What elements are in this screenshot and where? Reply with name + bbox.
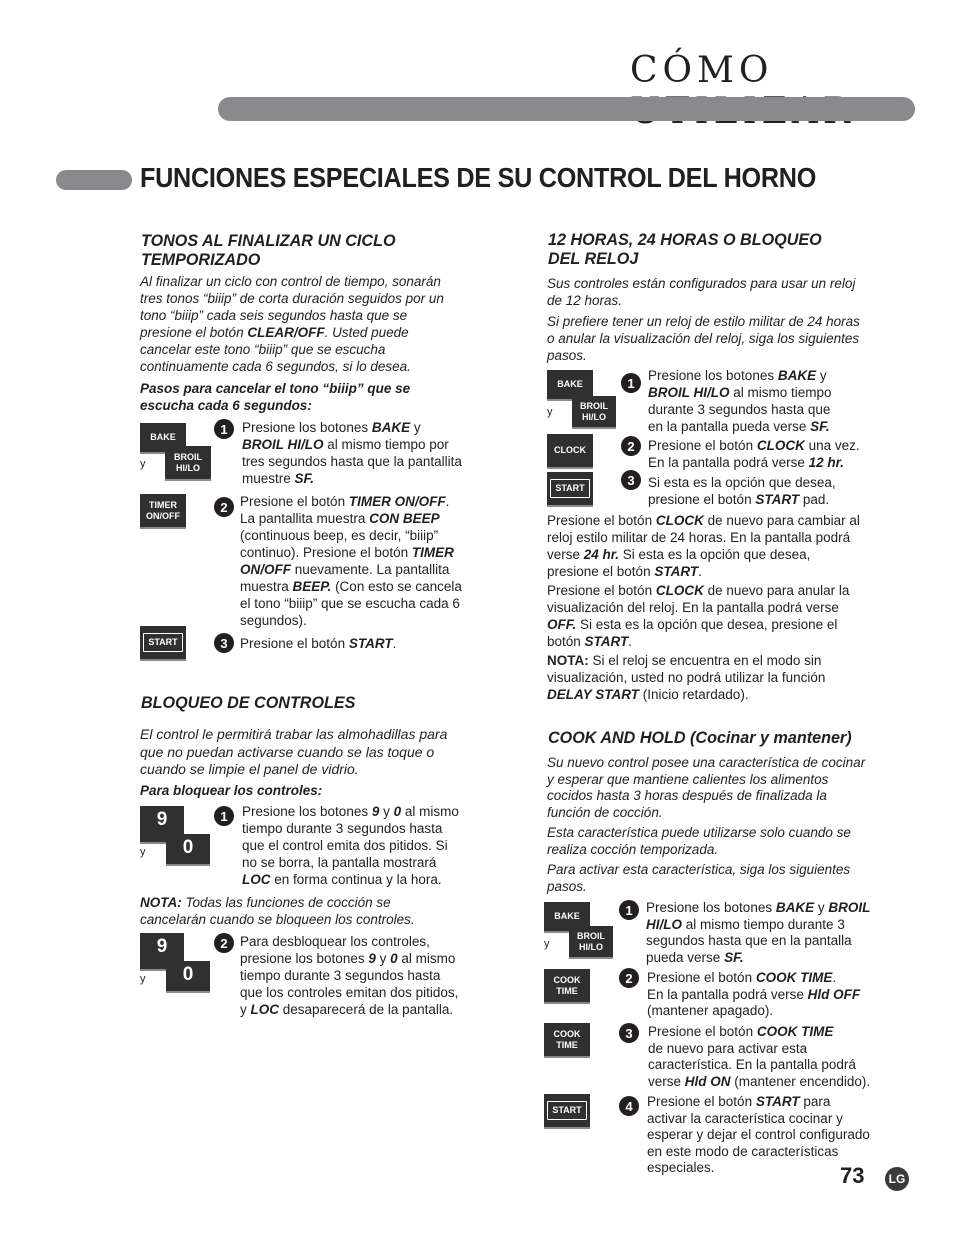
and-label: y <box>544 938 550 950</box>
step-1-badge: 1 <box>214 806 234 826</box>
tones-step-2: Presione el botón TIMER ON/OFF. La pantallita muestra CON BEEP (continuous beep, es decir, “biiip” continuo). Presione el botón TIMER ON/OFF nuevamente. La pantallita muestra BEEP. (Con esto se cancela el tono “biiip” que se escucha cada 6 segundos). <box>240 494 462 628</box>
hold-intro-3: Para activar esta característica, siga los siguientes pasos. <box>547 862 851 894</box>
hold-intro-2: Esta característica puede utilizarse solo cuando se realiza cocción temporizada. <box>547 825 851 857</box>
hold-heading: COOK AND HOLD (Cocinar y mantener) <box>548 728 852 747</box>
step-3-badge: 3 <box>619 1023 639 1043</box>
step-2-badge: 2 <box>619 968 639 988</box>
lock-intro: El control le permitirá trabar las almohadillas para que no puedan activarse cuando se las toque o cuando se limpie el panel de vidrio. <box>140 726 448 777</box>
broil-key: BROIL HI/LO <box>165 446 211 481</box>
tones-intro: Al finalizar un ciclo con control de tiempo, sonarán tres tonos “biiip” de corta duración seguidos por un tono “biiip” cada seis segundos hasta que se presione el botón CLEAR/OFF. Usted puede cancelar este tono “biiip” que se escucha continuamente cada 6 segundos, si lo desea. <box>140 274 444 374</box>
broil-key: BROIL HI/LO <box>572 396 616 429</box>
start-key: START <box>547 472 593 507</box>
nine-key: 9 <box>140 933 184 971</box>
hold-step-2: Presione el botón COOK TIME. En la pantalla podrá verse Hld OFF (mantener apagado). <box>647 970 861 1018</box>
broil-key: BROIL HI/LO <box>569 926 613 959</box>
and-label: y <box>140 458 146 470</box>
bake-key: BAKE <box>140 423 186 454</box>
lock-note: NOTA: Todas las funciones de cocción se cancelarán cuando se bloqueen los controles. <box>140 895 415 927</box>
cook-time-key: COOK TIME <box>544 1023 590 1058</box>
hold-step-3: Presione el botón COOK TIME de nuevo para activar esta característica. En la pantalla podrá verse Hld ON (mantener encendido). <box>648 1024 871 1089</box>
tones-heading: TONOS AL FINALIZAR UN CICLO TEMPORIZADO <box>141 231 396 269</box>
step-2-badge: 2 <box>621 436 641 456</box>
bake-key: BAKE <box>547 370 593 401</box>
clock-24h-paragraph: Presione el botón CLOCK de nuevo para cambiar al reloj estilo militar de 24 horas. En la pantalla podrá verse 24 hr. Si esta es la opción que desea, presione el botón START. <box>547 513 860 579</box>
clock-heading: 12 HORAS, 24 HORAS O BLOQUEO DEL RELOJ <box>548 230 822 268</box>
section-pill <box>56 170 132 190</box>
lock-step-2: Para desbloquear los controles, presione los botones 9 y 0 al mismo tiempo durante 3 segundos hasta que los controles emitan dos pitidos, y LOC desaparecerá de la pantalla. <box>240 934 459 1017</box>
step-1-badge: 1 <box>621 373 641 393</box>
timer-key: TIMER ON/OFF <box>140 494 186 529</box>
lock-heading: BLOQUEO DE CONTROLES <box>141 693 356 712</box>
lg-logo-icon: LG <box>885 1167 909 1191</box>
lock-step-1: Presione los botones 9 y 0 al mismo tiempo durante 3 segundos hasta que el control emita dos pitidos. Si no se borra, la pantalla mostrará LOC en forma continua y la hora. <box>242 804 459 887</box>
step-1-badge: 1 <box>619 900 639 920</box>
step-3-badge: 3 <box>621 470 641 490</box>
clock-key: CLOCK <box>547 434 593 469</box>
and-label: y <box>140 846 146 858</box>
tones-steps-heading: Pasos para cancelar el tono “biiip” que se escucha cada 6 segundos: <box>140 381 411 413</box>
tones-step-1: Presione los botones BAKE y BROIL HI/LO al mismo tiempo por tres segundos hasta que la pantallita muestre SF. <box>242 420 462 486</box>
header-bar <box>218 97 915 121</box>
clock-intro-1: Sus controles están configurados para usar un reloj de 12 horas. <box>547 276 856 308</box>
and-label: y <box>547 406 553 418</box>
section-title: FUNCIONES ESPECIALES DE SU CONTROL DEL HORNO <box>140 162 817 193</box>
clock-note: NOTA: Si el reloj se encuentra en el modo sin visualización, usted no podrá utilizar la función DELAY START (Inicio retardado). <box>547 653 826 702</box>
chapter-title: CÓMO <box>630 50 774 91</box>
hold-intro-1: Su nuevo control posee una característica de cocinar y esperar que mantiene calientes los alimentos cocidos hasta 3 horas después de finalizada la función de cocción. <box>547 755 866 820</box>
clock-step-2: Presione el botón CLOCK una vez. En la pantalla podrá verse 12 hr. <box>648 438 860 470</box>
clock-step-3: Si esta es la opción que desea, presione el botón START pad. <box>648 475 836 507</box>
zero-key: 0 <box>166 961 210 993</box>
step-2-badge: 2 <box>214 497 234 517</box>
lock-steps-heading: Para bloquear los controles: <box>140 783 323 798</box>
hold-step-4: Presione el botón START para activar la característica cocinar y esperar y dejar el control configurado en este modo de características especiales. <box>647 1094 870 1175</box>
cook-time-key: COOK TIME <box>544 969 590 1004</box>
step-3-badge: 3 <box>214 633 234 653</box>
clock-step-1: Presione los botones BAKE y BROIL HI/LO al mismo tiempo durante 3 segundos hasta que en la pantalla pueda verse SF. <box>648 368 832 434</box>
start-key: START <box>544 1094 590 1129</box>
bake-key: BAKE <box>544 902 590 933</box>
zero-key: 0 <box>166 834 210 866</box>
hold-step-1: Presione los botones BAKE y BROIL HI/LO al mismo tiempo durante 3 segundos hasta que en la pantalla pueda verse SF. <box>646 900 871 965</box>
nine-key: 9 <box>140 806 184 844</box>
step-4-badge: 4 <box>619 1096 639 1116</box>
clock-off-paragraph: Presione el botón CLOCK de nuevo para anular la visualización del reloj. En la pantalla podrá verse OFF. Si esta es la opción que desea, presione el botón START. <box>547 583 850 649</box>
step-2-badge: 2 <box>214 933 234 953</box>
start-key: START <box>140 626 186 661</box>
tones-step-3: Presione el botón START. <box>240 636 397 651</box>
page-number: 73 <box>840 1163 865 1188</box>
and-label: y <box>140 973 146 985</box>
step-1-badge: 1 <box>214 419 234 439</box>
clock-intro-2: Si prefiere tener un reloj de estilo militar de 24 horas o anular la visualización del reloj, siga los siguientes pasos. <box>547 314 860 363</box>
